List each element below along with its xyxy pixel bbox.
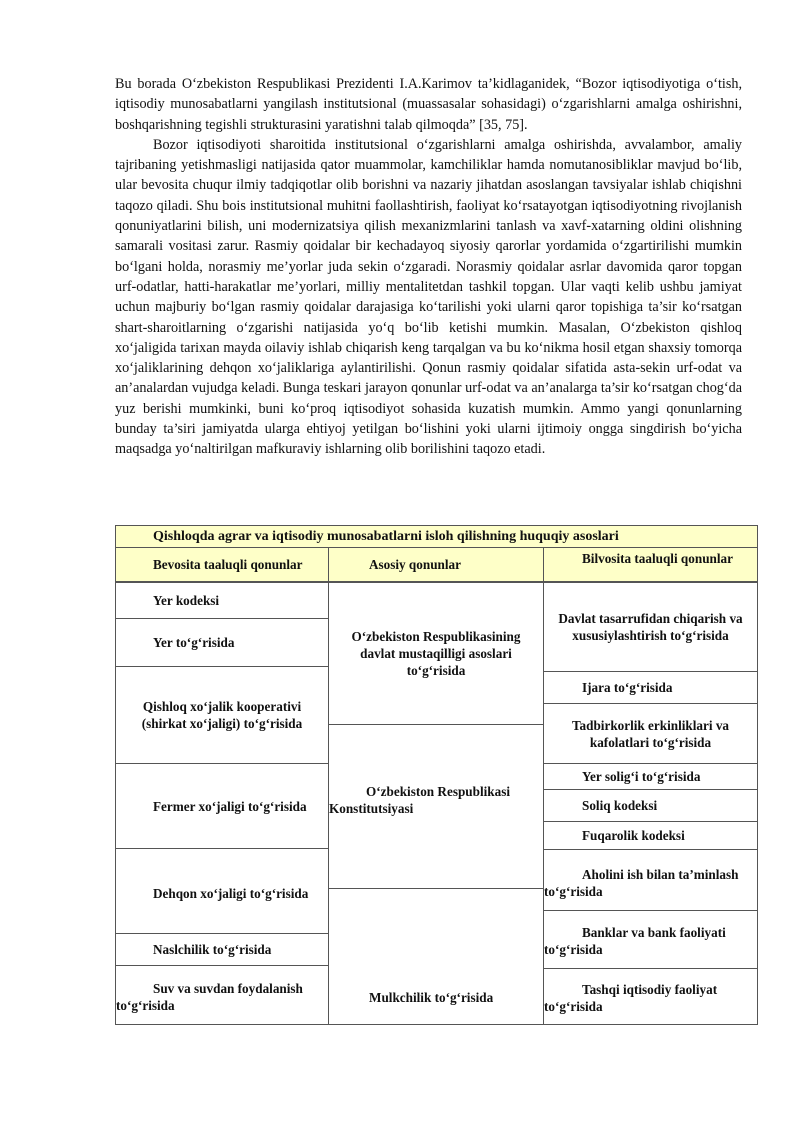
law-land: Yer to‘g‘risida: [115, 618, 329, 667]
law-employment: Aholini ish bilan ta’minlash to‘g‘risida: [543, 849, 758, 911]
header-indirect-laws: Bilvosita taaluqli qonunlar: [543, 547, 758, 582]
paragraph-quote: Bu borada O‘zbekiston Respublikasi Prezidenti I.A.Karimov ta’kidlaganidek, “Bozor iqtisodiyotiga o‘tish, iqtisodiy munosabatlarni yangilash institutsional (muassasalar sohasidagi) o‘zgarishlarni amalga oshirishni, boshqarishning tegishli strukturasini yaratishni talab qilmoqda” [35, 75].: [115, 76, 742, 133]
law-privatization: Davlat tasarrufidan chiqarish va xususiylashtirish to‘g‘risida: [543, 582, 758, 672]
body-text: [115, 74, 742, 460]
law-land-tax: Yer solig‘i to‘g‘risida: [543, 763, 758, 790]
law-banks: Banklar va bank faoliyati to‘g‘risida: [543, 910, 758, 969]
header-main-laws: Asosiy qonunlar: [328, 547, 544, 582]
law-farm: Fermer xo‘jaligi to‘g‘risida: [115, 763, 329, 849]
law-civil-code: Fuqarolik kodeksi: [543, 821, 758, 850]
paragraph-main: Bozor iqtisodiyoti sharoitida institutsional o‘zgarishlarni amalga oshirishda, avvalambor, amaliy tajribaning yetishmasligi natijasida qator muammolar, kamchiliklar hamda nomutanosibliklar mavjud bo‘lib, ular bevosita chuqur ilmiy tadqiqotlar olib borishni va nazariy jihatdan asoslangan tavsiyalar ishlab chiqishni taqozo qiladi. Shu bois institutsional muhitni faollashtirish, faoliyat ko‘rsatayotgan iqtisodiyotning rivojlanish qonuniyatlarini bilish, uni modernizatsiya qilish mexanizmlarini tanlash va xavf-xatarning oldini olishning samarali vositasi zarur. Rasmiy qoidalar bir kechadayoq siyosiy qarorlar yordamida o‘zgartirilishi mumkin bo‘lgani holda, norasmiy me’yorlar juda sekin o‘zgaradi. Norasmiy qoidalar asrlar davomida qaror topgan urf-odatlar, hatti-harakatlar me’yorlari, milliy mentalitetdan tashkil topgan. Ular vaqti kelib ushbu jamiyat uchun majburiy bo‘lgan rasmiy qoidalar darajasiga ko‘tarilishi yoki ularni qaror topishiga ta’sir ko‘rsatgan shart-sharoitlarning o‘zgarishi natijasida yo‘q bo‘lib ketishi mumkin. Masalan, O‘zbekiston qishloq xo‘jaligida tarixan mayda oilaviy ishlab chiqarish keng tarqalgan va bu ko‘nikma hosil etgan shaxsiy tomorqa xo‘jaliklarining dehqon xo‘jaliklariga aylantirilishi. Qonun rasmiy qoidalar sifatida asta-sekin urf-odat va an’analardan vujudga keladi. Bunga teskari jarayon qonunlar urf-odat va an’analarga ta’sir ko‘rsatgan chog‘da yuz berishi mumkinki, buni ko‘proq iqtisodiyot sohasida kuzatish mumkin. Ammo yangi qonunlarning bunday ta’siri jamiyatda ularga ehtiyoj yetilgan bo‘lishini yoki ularni ijtimoiy ongga singdirish bo‘yicha maqsadga yo‘naltirilgan mafkuraviy ishlarning olib borilishini taqozo etadi.: [115, 136, 742, 458]
law-lease: Ijara to‘g‘risida: [543, 671, 758, 704]
table-title: Qishloqda agrar va iqtisodiy munosabatlarni isloh qilishning huquqiy asoslari: [115, 525, 758, 548]
law-dehqon-farm: Dehqon xo‘jaligi to‘g‘risida: [115, 848, 329, 934]
law-land-code: Yer kodeksi: [115, 582, 329, 619]
law-water: Suv va suvdan foydalanish to‘g‘risida: [115, 965, 329, 1025]
law-ownership: Mulkchilik to‘g‘risida: [328, 888, 544, 1025]
law-constitution: O‘zbekiston Respublikasi Konstitutsiyasi: [328, 724, 544, 889]
law-tax-code: Soliq kodeksi: [543, 789, 758, 822]
law-entrepreneurship: Tadbirkorlik erkinliklari va kafolatlari to‘g‘risida: [543, 703, 758, 764]
legal-basis-table: [115, 525, 758, 1025]
law-breeding: Naslchilik to‘g‘risida: [115, 933, 329, 966]
law-agricultural-cooperative: Qishloq xo‘jalik kooperativi (shirkat xo‘jaligi) to‘g‘risida: [115, 666, 329, 764]
law-foreign-economic: Tashqi iqtisodiy faoliyat to‘g‘risida: [543, 968, 758, 1025]
law-independence: O‘zbekiston Respublikasining davlat mustaqilligi asoslari to‘g‘risida: [328, 582, 544, 725]
header-direct-laws: Bevosita taaluqli qonunlar: [115, 547, 329, 582]
